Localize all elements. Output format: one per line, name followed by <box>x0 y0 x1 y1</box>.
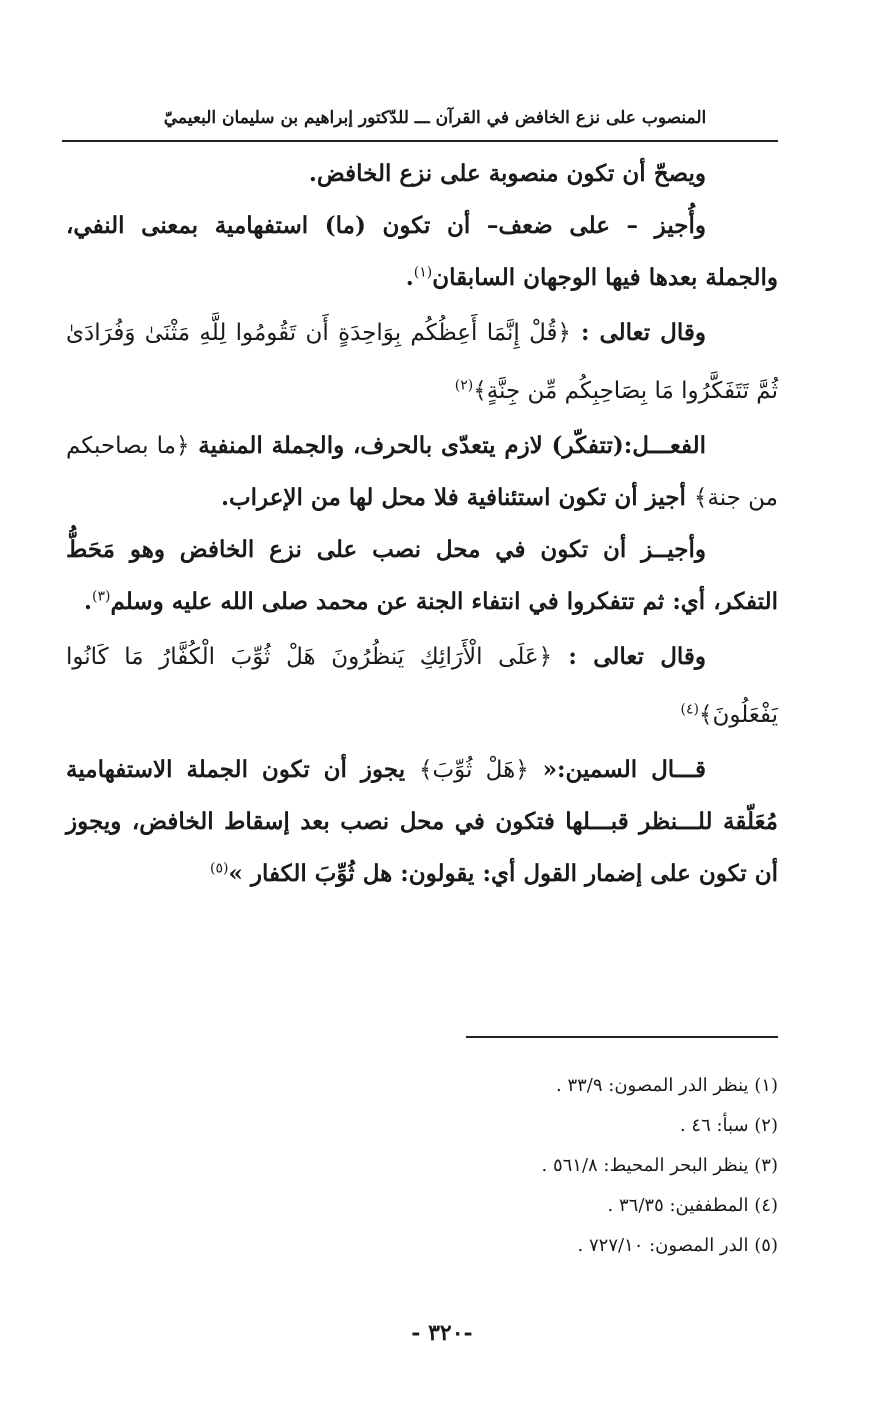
page-number: -٣٢٠ - <box>411 1320 473 1346</box>
paragraph-2-text: وأُجيز – على ضعف– أن تكون (ما) استفهامية بمعنى النفي، والجملة بعدها فيها الوجهان السابقان <box>66 212 778 291</box>
footnote-2: (٢) سبأ: ٤٦ . <box>679 1115 778 1136</box>
footnote-1: (١) ينظر الدر المصون: ٣٣/٩ . <box>556 1075 778 1096</box>
main-text <box>66 148 778 900</box>
footnote-separator <box>466 1036 778 1038</box>
quran-verse-saba-46: ﴿قُلْ إِنَّمَا أَعِظُكُم بِوَاحِدَةٍ أَن تَقُومُوا لِلَّهِ مَثْنَىٰ وَفُرَادَىٰ ثُمَّ تَتَفَكَّرُوا مَا بِصَاحِبِكُم مِّن جِنَّةٍ﴾ <box>66 320 778 404</box>
running-header: المنصوب على نزع الخافض في القرآن ـــ للدّكتور إبراهيم بن سليمان البعيميّ <box>163 108 707 128</box>
footnote-ref-5: (٥) <box>210 860 229 877</box>
footnote-ref-4: (٤) <box>680 701 699 718</box>
paragraph-7 <box>66 744 778 900</box>
footnote-ref-2: (٢) <box>454 377 474 394</box>
paragraph-3 <box>66 304 778 420</box>
paragraph-7-text-b: يجوز أن تكون الجملة الاستفهامية مُعَلّقة للـــنظر قبـــلها فتكون في محل نصب بعد إسقاط الخافض، ويجوز أن تكون على إضمار القول أي: يقولون: هل ثُوِّبَ الكفار » <box>66 756 778 887</box>
paragraph-4-text-b: أجيز أن تكون استئنافية فلا محل لها من الإعراب. <box>220 484 694 511</box>
footnote-5: (٥) الدر المصون: ٧٢٧/١٠ . <box>577 1235 778 1256</box>
paragraph-5-text: وأجيــز أن تكون في محل نصب على نزع الخافض وهو مَحَطُّ التفكر، أي: ثم تتفكروا في انتفاء الجنة عن محمد صلى الله عليه وسلم <box>66 536 778 615</box>
paragraph-5-end: . <box>83 588 92 615</box>
footnote-4: (٤) المطففين: ٣٦/٣٥ . <box>607 1195 778 1216</box>
paragraph-4 <box>66 420 778 524</box>
paragraph-5 <box>66 524 778 628</box>
paragraph-1: ويصحّ أن تكون منصوبة على نزع الخافض. <box>308 160 706 187</box>
footnote-3: (٣) ينظر البحر المحيط: ٥٦١/٨ . <box>541 1155 778 1176</box>
paragraph-2-end: . <box>405 264 414 291</box>
paragraph-2 <box>66 200 778 304</box>
footnote-ref-3: (٣) <box>91 588 111 605</box>
paragraph-3-intro: وقال تعالى : <box>571 319 707 346</box>
quran-phrase: ﴿ما بصاحبكم من جنة﴾ <box>66 433 778 511</box>
header-rule <box>62 140 778 142</box>
paragraph-4-text-a: الفعـــل:(تتفكّر) لازم يتعدّى بالحرف، والجملة المنفية <box>189 432 706 459</box>
paragraph-6-intro: وقال تعالى : <box>552 643 707 670</box>
quran-verse-mutaffifin: ﴿عَلَى الْأَرَائِكِ يَنظُرُونَ هَلْ ثُوِّبَ الْكُفَّارُ مَا كَانُوا يَفْعَلُونَ﴾ <box>66 644 778 728</box>
paragraph-7-text-a: قـــال السمين:« <box>528 756 706 783</box>
paragraph-6 <box>66 628 778 744</box>
quran-phrase-hal-thuwwiba: ﴿هَلْ ثُوِّبَ﴾ <box>419 757 529 783</box>
footnotes <box>300 1066 778 1266</box>
footnote-ref-1: (١) <box>413 264 433 281</box>
